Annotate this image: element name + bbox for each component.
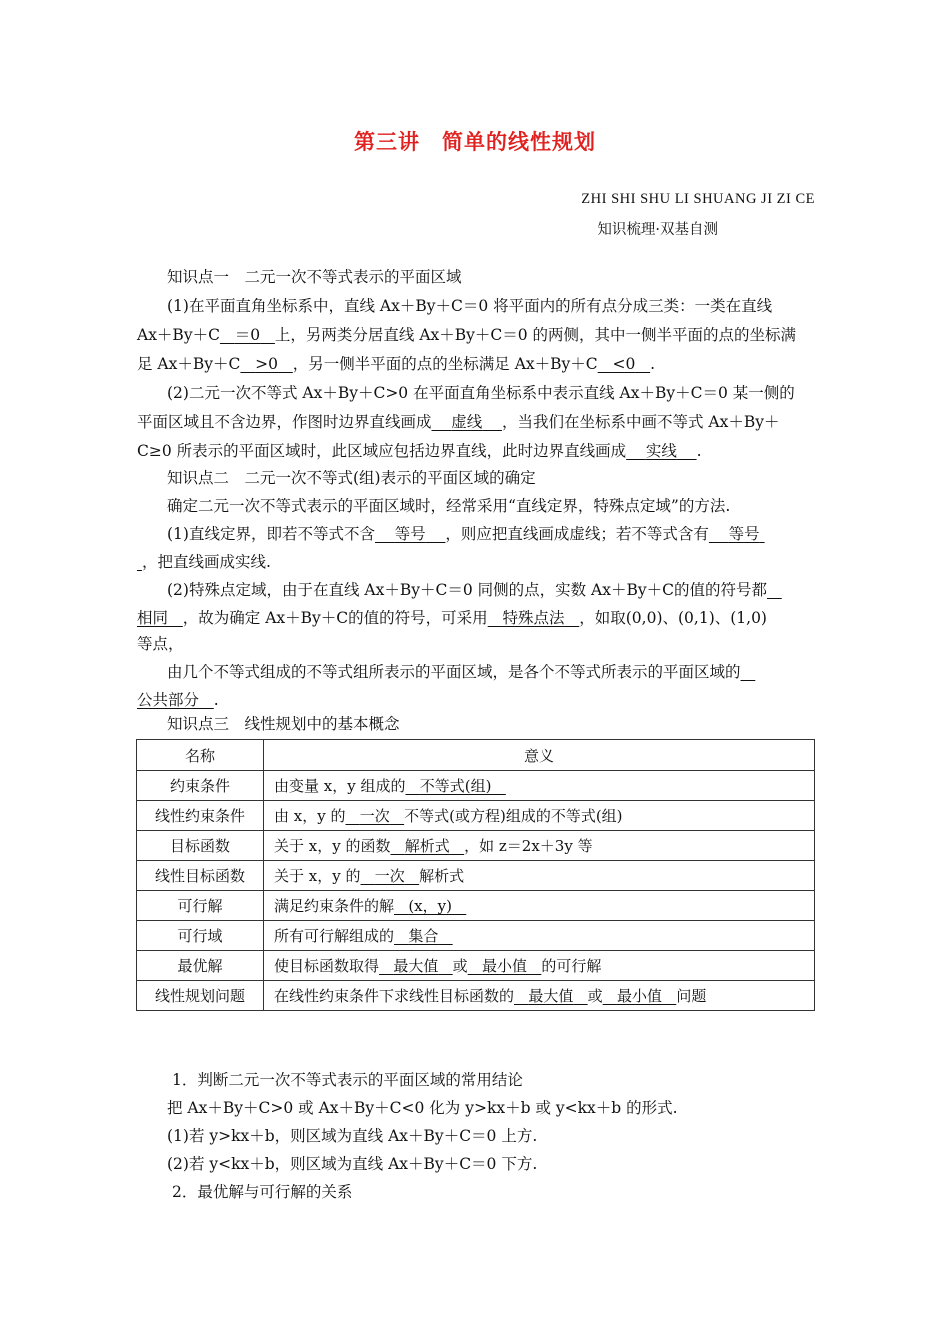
kp1-p1c: 足 Ax＋By＋C >0 ，另一侧半平面的点的坐标满足 Ax＋By＋C <0 . — [137, 355, 656, 373]
answer-blank: 等号 — [394, 525, 426, 543]
concept-meaning: 由 x，y 的 一次 不等式(或方程)组成的不等式(组) — [264, 801, 815, 831]
note-1: 1．判断二元一次不等式表示的平面区域的常用结论 — [172, 1071, 523, 1089]
concept-name: 可行解 — [137, 891, 264, 921]
kp2-p3b: 公共部分 . — [137, 691, 219, 709]
note-1c: (2)若 y<kx＋b，则区域为直线 Ax＋By＋C＝0 下方. — [167, 1155, 538, 1173]
concept-meaning: 使目标函数取得 最大值 或 最小值 的可行解 — [264, 951, 815, 981]
answer-blank: 特殊点法 — [502, 609, 565, 627]
note-2: 2．最优解与可行解的关系 — [172, 1183, 353, 1201]
note-1b: (1)若 y>kx＋b，则区域为直线 Ax＋By＋C＝0 上方. — [167, 1127, 538, 1145]
text: Ax＋By＋C — [137, 326, 220, 344]
concept-name: 线性规划问题 — [137, 981, 264, 1011]
answer-blank: >0 — [255, 355, 279, 373]
concept-name: 线性约束条件 — [137, 801, 264, 831]
table-row — [137, 951, 815, 981]
table-header — [137, 740, 815, 771]
answer-blank: 相同 — [137, 609, 169, 627]
kp2-p2c: 等点， — [137, 635, 184, 653]
kp2-p1b: ，把直线画成实线. — [141, 553, 271, 571]
answer-blank: 解析式 — [404, 837, 450, 855]
answer-blank: 一次 — [374, 867, 405, 885]
kp1-heading: 知识点一 二元一次不等式表示的平面区域 — [167, 268, 462, 286]
table-row — [137, 801, 815, 831]
concept-meaning: 在线性约束条件下求线性目标函数的 最大值 或 最小值 问题 — [264, 981, 815, 1011]
concept-name: 可行域 — [137, 921, 264, 951]
kp1-p2a: (2)二元一次不等式 Ax＋By＋C>0 在平面直角坐标系中表示直线 Ax＋By＋C＝0 某一侧的 — [167, 384, 795, 402]
table-row — [137, 891, 815, 921]
section-subhead: 知识梳理·双基自测 — [597, 222, 718, 238]
concept-name: 约束条件 — [137, 771, 264, 801]
kp2-p2b: 相同 ，故为确定 Ax＋By＋C的值的符号，可采用 特殊点法 ，如取(0,0)、(0,1)、(1,0) — [137, 609, 767, 627]
text: 上，另两类分居直线 Ax＋By＋C＝0 的两侧，其中一侧半平面的点的坐标满 — [274, 326, 797, 344]
section-pinyin: ZHI SHI SHU LI SHUANG JI ZI CE — [581, 191, 815, 207]
concept-name: 线性目标函数 — [137, 861, 264, 891]
answer-blank: 集合 — [408, 927, 439, 945]
answer-blank: 一次 — [359, 807, 390, 825]
answer-blank: 最小值 — [481, 957, 527, 975]
kp2-heading: 知识点二 二元一次不等式(组)表示的平面区域的确定 — [167, 469, 536, 487]
concept-meaning: 满足约束条件的解 (x，y) — [264, 891, 815, 921]
kp1-p1a: (1)在平面直角坐标系中，直线 Ax＋By＋C＝0 将平面内的所有点分成三类：一类在直线 — [167, 297, 773, 315]
answer-blank: 最大值 — [528, 987, 574, 1005]
answer-blank: 最大值 — [393, 957, 439, 975]
kp2-p3a: 由几个不等式组成的不等式组所表示的平面区域，是各个不等式所表示的平面区域的 — [167, 663, 741, 681]
table-row — [137, 831, 815, 861]
table-row — [137, 861, 815, 891]
concept-meaning: 关于 x，y 的函数 解析式 ，如 z＝2x＋3y 等 — [264, 831, 815, 861]
kp3-heading: 知识点三 线性规划中的基本概念 — [167, 715, 400, 733]
answer-blank: 实线 — [645, 442, 677, 460]
table-row — [137, 771, 815, 801]
table-row — [137, 981, 815, 1011]
kp2-p2a: (2)特殊点定域，由于在直线 Ax＋By＋C＝0 同侧的点，实数 Ax＋By＋C的值的符号都 — [167, 581, 767, 599]
answer-blank: <0 — [612, 355, 636, 373]
kp1-p2b: 平面区域且不含边界，作图时边界直线画成 虚线 ，当我们在坐标系中画不等式 Ax＋By＋ — [137, 413, 780, 431]
answer-blank: (x，y) — [408, 897, 452, 915]
kp2-p1a: (1)直线定界，即若不等式不含 等号 ，则应把直线画成虚线；若不等式含有 等号 — [167, 522, 765, 546]
answer-blank: 虚线 — [451, 413, 483, 431]
answer-blank: 不等式(组) — [419, 777, 492, 795]
concept-name: 最优解 — [137, 951, 264, 981]
page-title: 第三讲 简单的线性规划 — [354, 129, 596, 154]
answer-blank: 公共部分 — [137, 691, 200, 709]
concept-name: 目标函数 — [137, 831, 264, 861]
concept-table — [136, 739, 815, 1011]
kp1-p2c: C≥0 所表示的平面区域时，此区域应包括边界直线，此时边界直线画成 实线 . — [137, 442, 702, 460]
kp1-p1b — [137, 323, 796, 347]
answer-blank: 等号 — [728, 525, 760, 543]
answer-blank: ＝0 — [234, 326, 261, 344]
concept-meaning: 关于 x，y 的 一次 解析式 — [264, 861, 815, 891]
table-row — [137, 921, 815, 951]
note-1a: 把 Ax＋By＋C>0 或 Ax＋By＋C<0 化为 y>kx＋b 或 y<kx＋b 的形式. — [167, 1099, 678, 1117]
col-name-header: 名称 — [137, 740, 264, 771]
answer-blank: 最小值 — [616, 987, 662, 1005]
concept-meaning: 由变量 x，y 组成的 不等式(组) — [264, 771, 815, 801]
kp2-intro: 确定二元一次不等式表示的平面区域时，经常采用“直线定界，特殊点定域”的方法. — [167, 497, 731, 515]
col-meaning-header: 意义 — [264, 740, 815, 771]
concept-meaning: 所有可行解组成的 集合 — [264, 921, 815, 951]
